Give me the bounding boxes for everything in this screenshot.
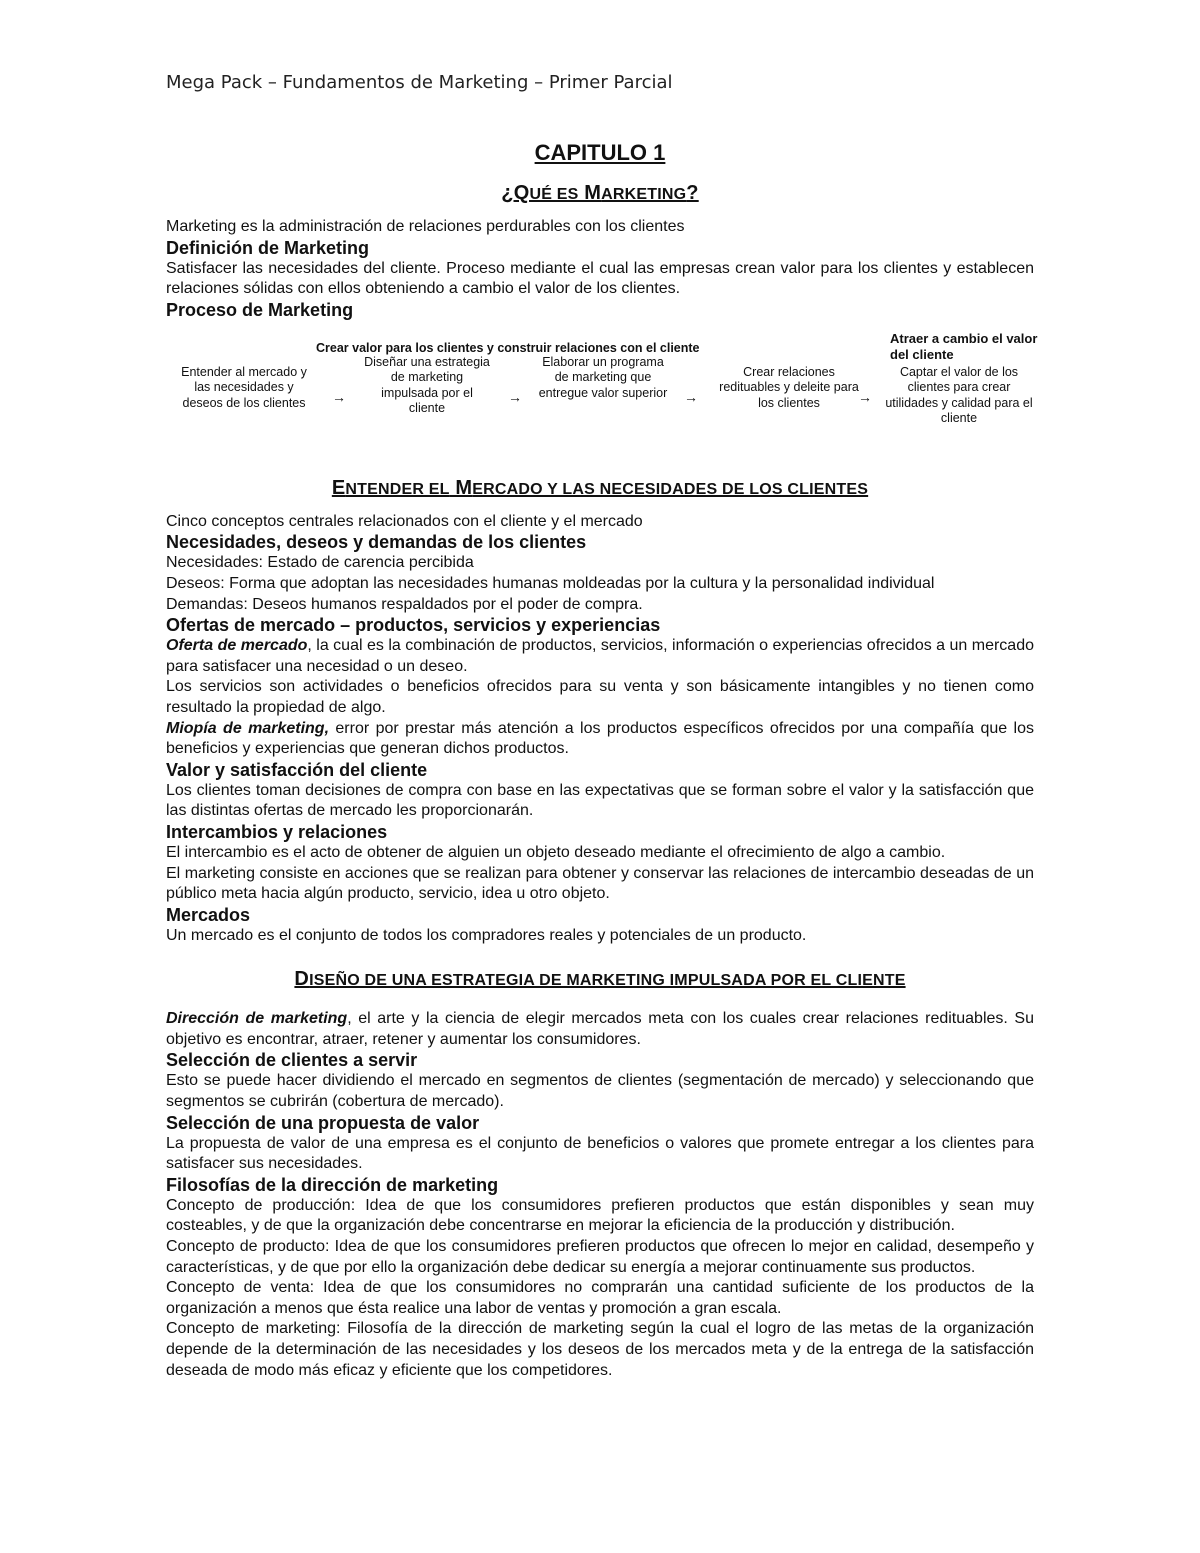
arrow-icon: → [858, 388, 872, 405]
heading-needs: Necesidades, deseos y demandas de los clientes [166, 532, 587, 553]
heading-value: Valor y satisfacción del cliente [166, 759, 428, 780]
heading-exchange: Intercambios y relaciones [166, 821, 388, 842]
direction-paragraph [166, 1009, 1034, 1050]
exchange-text-1: El intercambio es el acto de obtener de alguien un objeto deseado mediante el ofrecimiento de algo a cambio. [166, 843, 946, 861]
title-part: D [294, 968, 310, 991]
title-part: ARKETING [601, 186, 687, 203]
demands-text: Demandas: Deseos humanos respaldados por el poder de compra. [166, 595, 643, 613]
title-part: E [331, 476, 346, 499]
services-text: Los servicios son actividades o beneficios ofrecidos para su venta y son básicamente intangibles y no tienen como resultado la propiedad de algo. [166, 678, 1034, 716]
direction-text: , el arte y la ciencia de elegir mercados meta con los cuales crear relaciones redituables. Su objetivo es encontrar, atraer, retener y aumentar los consumidores. [166, 1010, 1034, 1048]
title-part: UÉ ES [529, 186, 579, 203]
heading-philosophies: Filosofías de la dirección de marketing [166, 1174, 499, 1195]
title-part: ERCADO Y LAS NECESIDADES DE LOS CLIENTES [472, 480, 869, 498]
definition-text: Satisfacer las necesidades del cliente. Proceso mediante el cual las empresas crean valor para los clientes y establecen relaciones sólidas con ellos obteniendo a cambio el valor de los clientes. [166, 259, 1034, 298]
title-part: ISEÑO DE UNA ESTRATEGIA DE MARKETING IMPULSADA POR EL CLIENTE [309, 972, 906, 990]
spacer [166, 946, 1034, 968]
product-concept: Concepto de producto: Idea de que los consumidores prefieren productos que ofrecen lo mejor en calidad, desempeño y características, y de que por ello la organización debe dedicar su energía a mejorar continuamente sus productos. [166, 1238, 1034, 1276]
heading-value-proposal: Selección de una propuesta de valor [166, 1112, 480, 1133]
section-title-strategy-design [166, 968, 1034, 991]
direction-term: Dirección de marketing [166, 1010, 348, 1028]
page-header: Mega Pack – Fundamentos de Marketing – Primer Parcial [166, 72, 673, 93]
arrow-icon: → [508, 388, 522, 405]
chapter-title: CAPITULO 1 [534, 140, 666, 165]
title-part: ¿Q [501, 182, 530, 204]
offer-text: , la cual es la combinación de productos, servicios, información o experiencias ofrecidos a un mercado para satisfacer una necesidad o un deseo. [166, 637, 1034, 675]
selling-concept: Concepto de venta: Idea de que los consumidores no comprarán una cantidad suficiente de los productos de la organización a menos que ésta realice una labor de ventas y promoción a gran escala. [166, 1279, 1034, 1317]
myopia-term: Miopía de marketing, [166, 719, 330, 737]
offer-term: Oferta de mercado [166, 637, 308, 655]
needs-text: Necesidades: Estado de carencia percibida [166, 554, 474, 572]
process-step-5: Captar el valor de los clientes para crear utilidades y calidad para el cliente [885, 364, 1033, 426]
wants-text: Deseos: Forma que adoptan las necesidades humanas moldeadas por la cultura y la personalidad individual [166, 574, 935, 592]
heading-offers: Ofertas de mercado – productos, servicios y experiencias [166, 615, 661, 636]
section-title-what-is-marketing [166, 182, 1034, 205]
myopia-text: error por prestar más atención a los productos específicos ofrecidos por una compañía que los beneficios y experiencias que generan dichos productos. [166, 719, 1034, 758]
document-body [166, 140, 1038, 1381]
arrow-icon: → [332, 388, 346, 405]
process-step-1: Entender al mercado y las necesidades y deseos de los clientes [181, 364, 307, 410]
production-concept: Concepto de producción: Idea de que los consumidores prefieren productos que están disponibles y sean muy costeables, y de que la organización debe concentrarse en mejorar la eficiencia de la producción y distribución. [166, 1196, 1034, 1235]
marketing-concept: Concepto de marketing: Filosofía de la dirección de marketing según la cual el logro de las metas de la organización depende de la determinación de las necesidades y los deseos de los mercados meta y de la entrega de la satisfacción deseada de modo más eficaz y eficiente que los competidores. [166, 1320, 1034, 1379]
title-part: M [449, 476, 473, 499]
heading-client-selection: Selección de clientes a servir [166, 1050, 418, 1071]
myopia-paragraph [166, 719, 1034, 760]
process-step-4: Crear relaciones redituables y deleite para los clientes [719, 364, 859, 410]
heading-process: Proceso de Marketing [166, 299, 354, 320]
offer-paragraph [166, 636, 1034, 677]
section2-intro: Cinco conceptos centrales relacionados con el cliente y el mercado [166, 512, 643, 530]
exchange-text-2: El marketing consiste en acciones que se realizan para obtener y conservar las relaciones de intercambio deseadas de un público meta hacia algún producto, servicio, idea u otro objeto. [166, 864, 1034, 903]
process-step-2: Diseñar una estrategia de marketing impulsada por el cliente [364, 354, 490, 416]
selection-text: Esto se puede hacer dividiendo el mercado en segmentos de clientes (segmentación de mercado) y seleccionando que segmentos se cubrirán (cobertura de mercado). [166, 1072, 1034, 1111]
value-text: Los clientes toman decisiones de compra con base en las expectativas que se forman sobre el valor y la satisfacción que las distintas ofertas de mercado les proporcionarán. [166, 781, 1034, 820]
proposal-text: La propuesta de valor de una empresa es el conjunto de beneficios o valores que promete entregar a los clientes para satisfacer sus necesidades. [166, 1134, 1034, 1173]
arrow-icon: → [684, 388, 698, 405]
process-right-label: Atraer a cambio el valor del cliente [890, 330, 1038, 362]
process-top-label: Crear valor para los clientes y construir relaciones con el cliente [316, 340, 700, 355]
markets-text: Un mercado es el conjunto de todos los compradores reales y potenciales de un producto. [166, 926, 807, 944]
intro-text: Marketing es la administración de relaciones perdurables con los clientes [166, 218, 685, 235]
marketing-process-diagram [166, 321, 1038, 463]
title-part: ? [686, 182, 699, 204]
heading-markets: Mercados [166, 904, 251, 925]
process-step-3: Elaborar un programa de marketing que entregue valor superior [538, 354, 668, 400]
heading-definition: Definición de Marketing [166, 237, 370, 258]
title-part: NTENDER EL [345, 480, 450, 498]
title-part: M [578, 182, 602, 204]
section-title-understand-market [166, 477, 1034, 500]
